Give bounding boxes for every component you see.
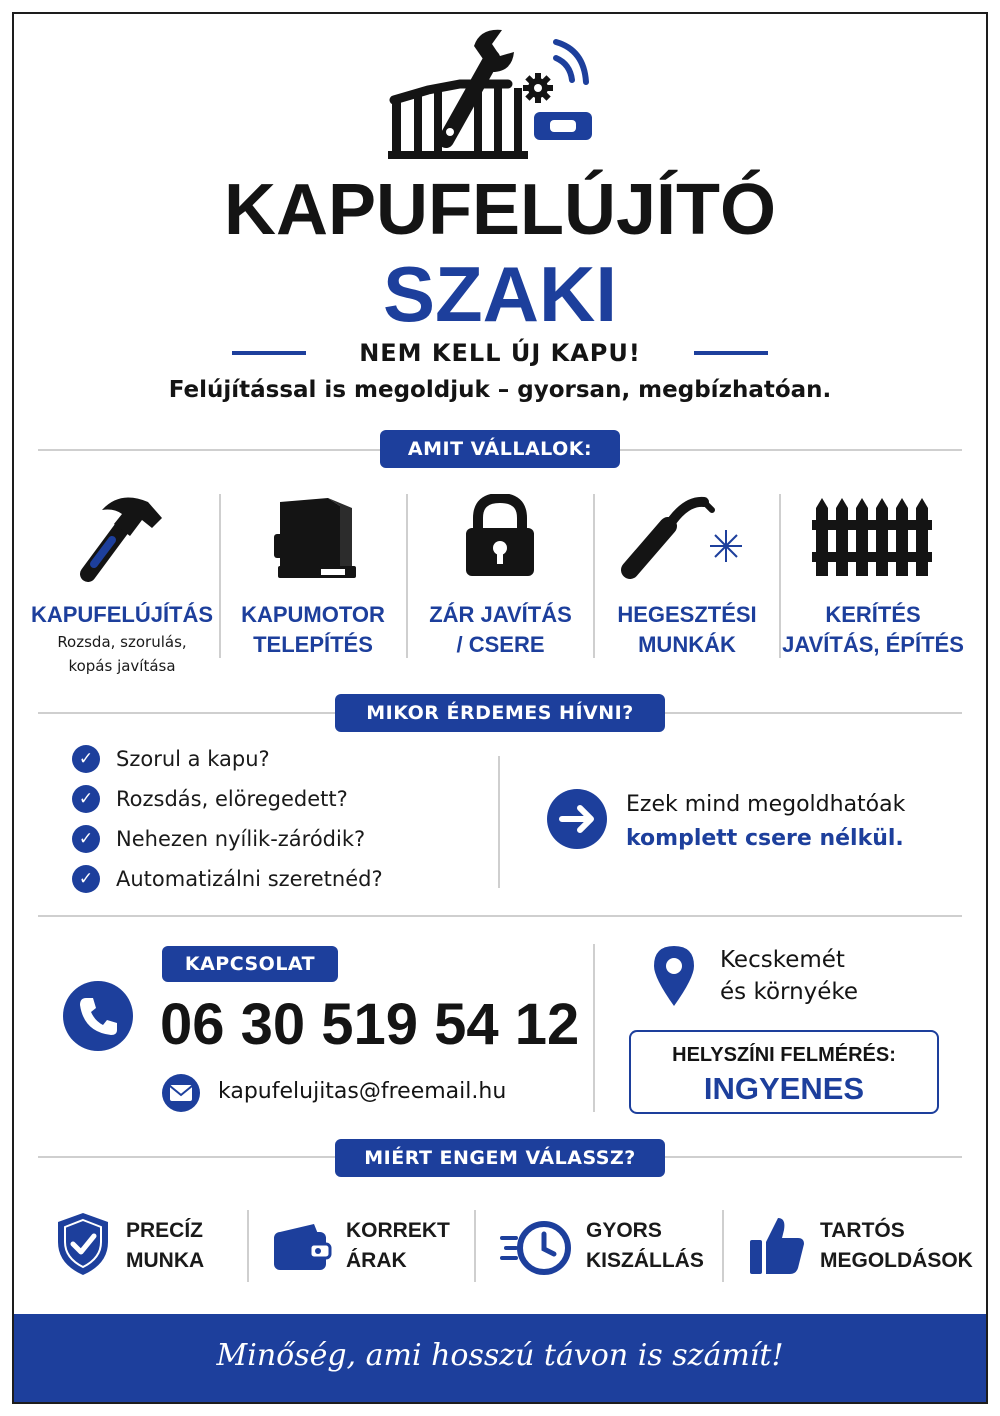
phone-icon xyxy=(62,980,134,1052)
solution-text-highlight: komplett csere nélkül. xyxy=(626,826,904,851)
solution-text: Ezek mind megoldhatóak xyxy=(626,792,906,817)
arrow-right-icon xyxy=(546,788,608,850)
service-title: KERÍTÉS xyxy=(825,602,921,627)
survey-label: HELYSZÍNI FELMÉRÉS: xyxy=(672,1044,896,1066)
shield-check-icon xyxy=(54,1210,112,1278)
gate-wrench-remote-logo xyxy=(388,28,604,160)
checklist-item: ✓ Szorul a kapu? xyxy=(72,744,270,774)
location-text: Kecskemét xyxy=(720,947,845,973)
service-title: JAVÍTÁS, ÉPÍTÉS xyxy=(782,632,964,657)
thumbs-up-icon xyxy=(748,1214,806,1276)
why-label: KISZÁLLÁS xyxy=(586,1249,704,1272)
section-divider xyxy=(38,915,962,917)
checklist-item: ✓ Automatizálni szeretnéd? xyxy=(72,864,383,894)
service-title: KAPUFELÚJÍTÁS xyxy=(30,602,214,627)
footer-slogan: Minőség, ami hosszú távon is számít! xyxy=(216,1338,784,1373)
service-title: TELEPÍTÉS xyxy=(253,632,373,657)
why-label: PRECÍZ xyxy=(126,1219,204,1242)
email-link[interactable]: kapufelujitas@freemail.hu xyxy=(218,1079,507,1104)
service-description: Rozsda, szorulás, xyxy=(57,633,187,651)
check-icon: ✓ xyxy=(72,745,100,773)
column-divider xyxy=(498,756,500,888)
column-divider xyxy=(593,944,595,1112)
why-label: TARTÓS xyxy=(820,1219,905,1242)
why-label: KORREKT xyxy=(346,1219,450,1242)
fence-icon xyxy=(812,494,932,578)
location-text: és környéke xyxy=(720,979,859,1005)
page-title-secondary: SZAKI xyxy=(383,250,617,338)
check-icon: ✓ xyxy=(72,865,100,893)
phone-number[interactable]: 06 30 519 54 12 xyxy=(160,992,580,1057)
tagline-rule-right xyxy=(694,351,768,355)
why-label: MEGOLDÁSOK xyxy=(820,1249,973,1272)
service-title: / CSERE xyxy=(456,632,545,657)
check-icon: ✓ xyxy=(72,825,100,853)
tagline-rule-left xyxy=(232,351,306,355)
page-title: KAPUFELÚJÍTÓ xyxy=(223,170,777,250)
why-heading: MIÉRT ENGEM VÁLASSZ? xyxy=(335,1139,665,1177)
column-divider xyxy=(722,1210,724,1282)
service-title: ZÁR JAVÍTÁS xyxy=(429,602,572,627)
check-icon: ✓ xyxy=(72,785,100,813)
tagline: NEM KELL ÚJ KAPU! xyxy=(359,339,641,367)
when-heading: MIKOR ÉRDEMES HÍVNI? xyxy=(335,694,665,732)
subtitle: Felújítással is megoldjuk – gyorsan, megbízhatóan. xyxy=(168,377,832,403)
contact-heading: KAPCSOLAT xyxy=(162,946,338,982)
footer-banner xyxy=(14,1314,986,1402)
fast-clock-icon xyxy=(500,1216,572,1278)
hammer-icon xyxy=(68,488,164,584)
checklist-item: ✓ Nehezen nyílik-záródik? xyxy=(72,824,365,854)
service-title: MUNKÁK xyxy=(638,632,736,657)
welding-torch-icon xyxy=(618,490,758,582)
why-label: GYORS xyxy=(586,1219,662,1242)
survey-value: INGYENES xyxy=(703,1071,865,1106)
gate-motor-icon xyxy=(268,494,364,584)
service-title: HEGESZTÉSI xyxy=(617,602,757,627)
checklist-item: ✓ Rozsdás, elöregedett? xyxy=(72,784,348,814)
why-label: MUNKA xyxy=(126,1249,205,1272)
wallet-icon xyxy=(272,1222,332,1272)
email-icon xyxy=(161,1073,201,1113)
free-survey-box xyxy=(629,1030,939,1114)
padlock-icon xyxy=(462,494,538,578)
column-divider xyxy=(247,1210,249,1282)
service-description: kopás javítása xyxy=(68,657,176,675)
service-title: KAPUMOTOR xyxy=(241,602,385,627)
services-heading: AMIT VÁLLALOK: xyxy=(380,430,620,468)
column-divider xyxy=(474,1210,476,1282)
why-label: ÁRAK xyxy=(346,1249,407,1272)
location-pin-icon xyxy=(650,942,698,1008)
